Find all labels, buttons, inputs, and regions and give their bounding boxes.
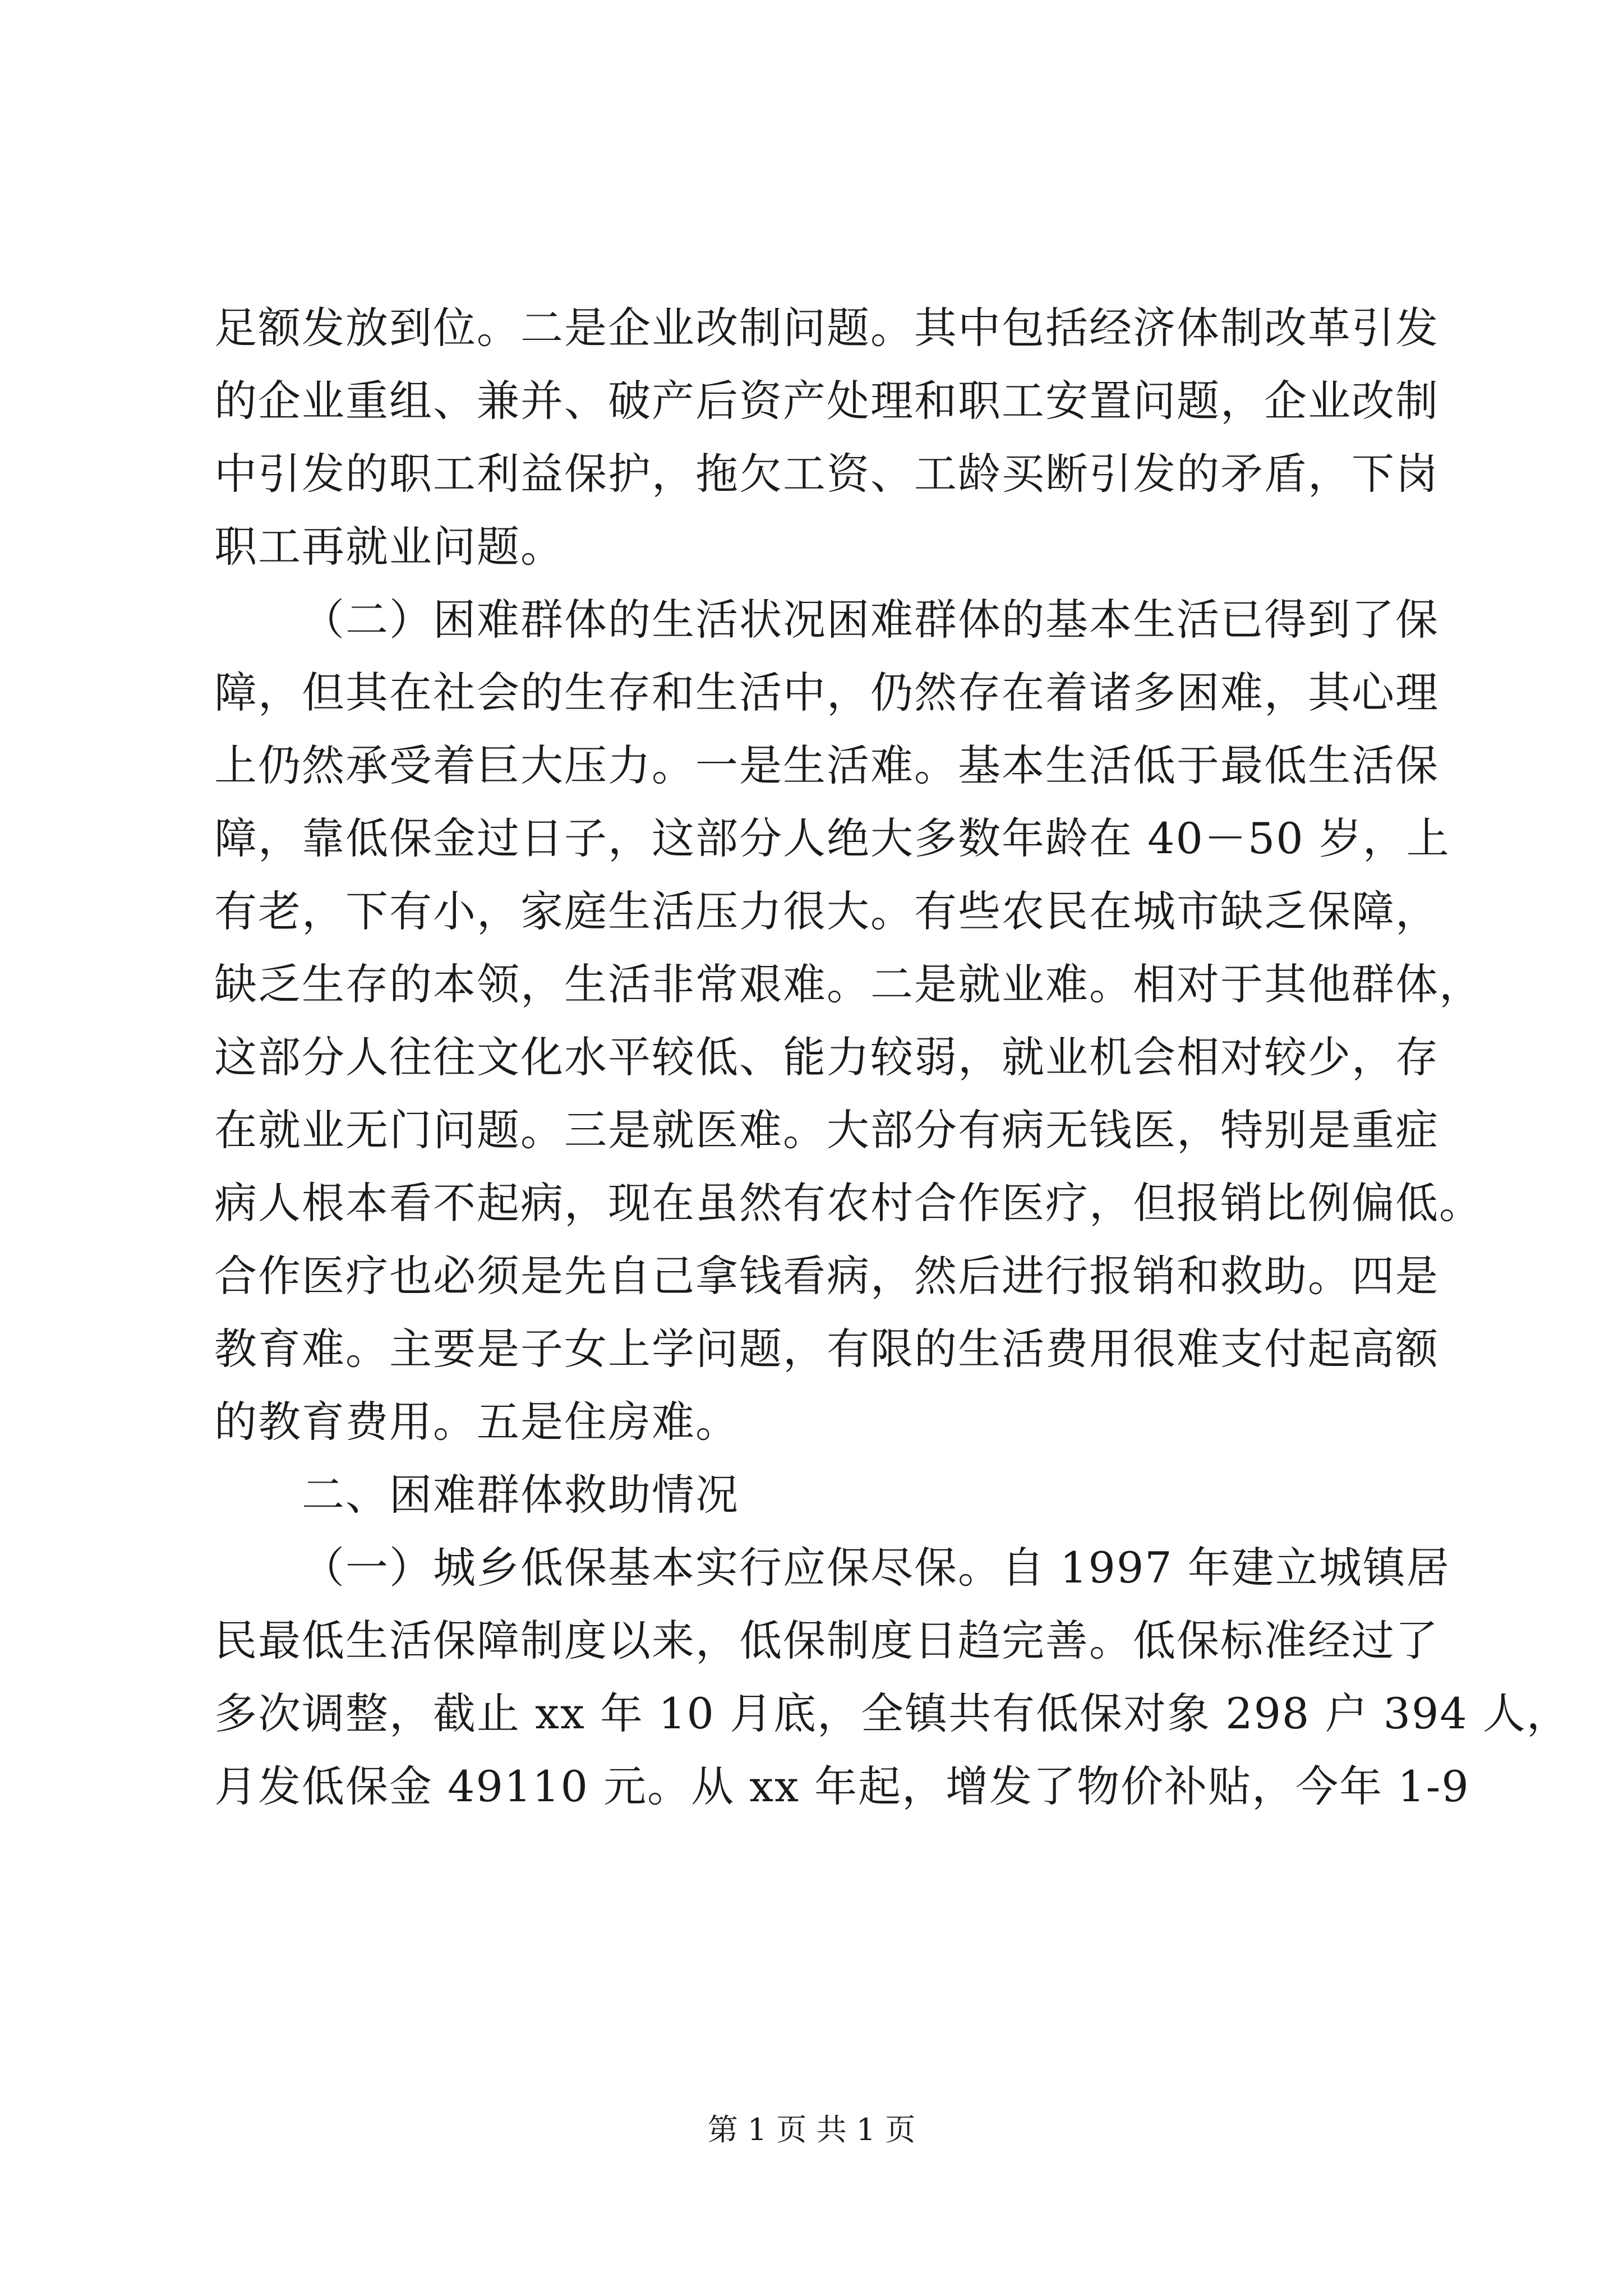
text-line: 教育难。主要是子女上学问题，有限的生活费用很难支付起高额 xyxy=(214,1324,1439,1374)
text-line: 的企业重组、兼并、破产后资产处理和职工安置问题，企业改制 xyxy=(214,376,1439,426)
text-line: （一）城乡低保基本实行应保尽保。自 1997 年建立城镇居 xyxy=(302,1543,1450,1593)
paragraph-4 xyxy=(214,1531,1570,1823)
text-line: （二）困难群体的生活状况困难群体的基本生活已得到了保 xyxy=(302,595,1439,645)
text-line: 有老，下有小，家庭生活压力很大。有些农民在城市缺乏保障， xyxy=(214,886,1439,936)
paragraph-1 xyxy=(214,292,1439,583)
text-line: 上仍然承受着巨大压力。一是生活难。基本生活低于最低生活保 xyxy=(214,740,1439,790)
heading-line: 二、困难群体救助情况 xyxy=(302,1470,739,1520)
paragraph-2 xyxy=(214,583,1483,1458)
page-number: 第 1 页 共 1 页 xyxy=(707,2112,916,2147)
text-line: 的教育费用。五是住房难。 xyxy=(214,1397,739,1447)
text-line: 月发低保金 49110 元。从 xx 年起，增发了物价补贴，今年 1-9 xyxy=(214,1761,1470,1811)
text-line: 在就业无门问题。三是就医难。大部分有病无钱医，特别是重症 xyxy=(214,1105,1439,1155)
text-line: 足额发放到位。二是企业改制问题。其中包括经济体制改革引发 xyxy=(214,303,1439,353)
text-line: 障，靠低保金过日子，这部分人绝大多数年龄在 40－50 岁，上 xyxy=(214,813,1450,863)
text-line: 障，但其在社会的生存和生活中，仍然存在着诸多困难，其心理 xyxy=(214,668,1439,717)
text-line: 这部分人往往文化水平较低、能力较弱，就业机会相对较少，存 xyxy=(214,1032,1439,1082)
text-line: 合作医疗也必须是先自己拿钱看病，然后进行报销和救助。四是 xyxy=(214,1251,1439,1301)
text-line: 民最低生活保障制度以来，低保制度日趋完善。低保标准经过了 xyxy=(214,1616,1439,1665)
text-line: 中引发的职工利益保护，拖欠工资、工龄买断引发的矛盾，下岗 xyxy=(214,449,1439,499)
section-heading xyxy=(214,1458,1414,1531)
document-body xyxy=(214,292,1570,1823)
text-line: 病人根本看不起病，现在虽然有农村合作医疗，但报销比例偏低。 xyxy=(214,1178,1483,1228)
page-footer xyxy=(0,2110,1623,2150)
text-line: 多次调整，截止 xx 年 10 月底，全镇共有低保对象 298 户 394 人， xyxy=(214,1688,1570,1738)
text-line: 职工再就业问题。 xyxy=(214,522,564,572)
text-line: 缺乏生存的本领，生活非常艰难。二是就业难。相对于其他群体， xyxy=(214,959,1483,1009)
